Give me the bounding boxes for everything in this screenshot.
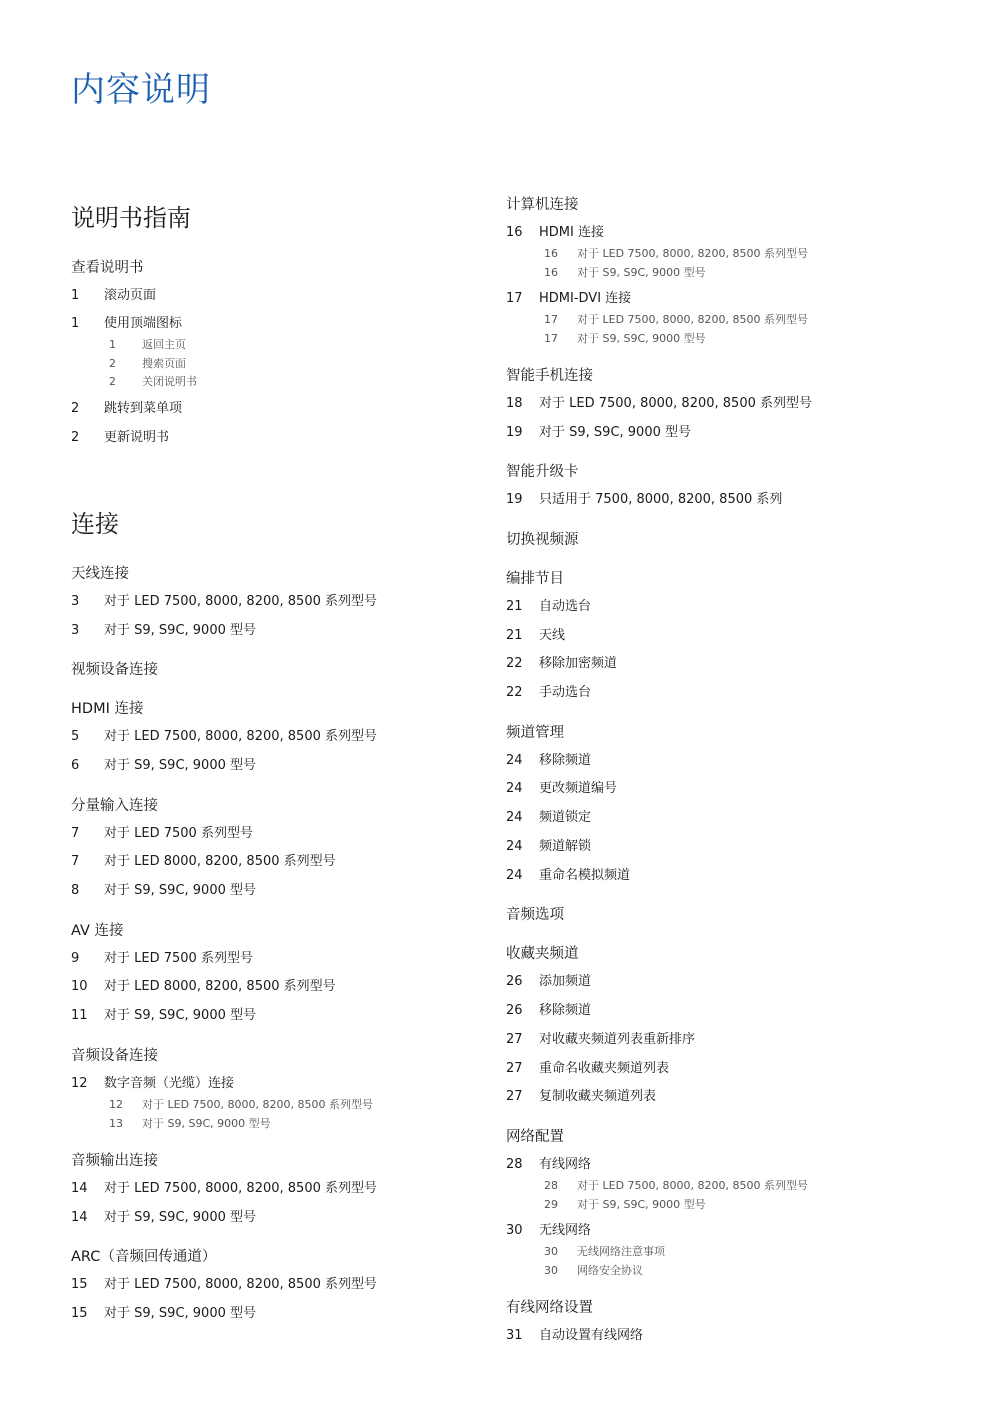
toc-entry-label: 对于 LED 7500 系列型号 (104, 951, 253, 966)
toc-page-number: 6 (71, 758, 80, 773)
toc-subitem[interactable] (544, 1196, 706, 1212)
toc-chapter-heading[interactable]: 连接 (71, 510, 119, 538)
toc-section-heading[interactable]: 收藏夹频道 (506, 946, 579, 962)
toc-item[interactable] (71, 1072, 234, 1091)
toc-entry-label: 对于 LED 7500, 8000, 8200, 8500 系列型号 (104, 729, 377, 744)
toc-entry-label: 更改频道编号 (539, 781, 618, 796)
toc-page-number: 16 (544, 266, 558, 279)
toc-item[interactable] (71, 590, 377, 609)
toc-subitem[interactable] (109, 355, 186, 371)
toc-item[interactable] (506, 287, 631, 306)
toc-entry-label: 重命名模拟频道 (539, 868, 631, 883)
toc-page-number: 24 (506, 839, 523, 854)
toc-page-number: 14 (71, 1210, 88, 1225)
toc-page-number: 2 (71, 401, 80, 416)
toc-entry-label: 对于 LED 8000, 8200, 8500 系列型号 (104, 854, 336, 869)
toc-subitem[interactable] (109, 1115, 271, 1131)
toc-entry-label: 对于 S9, S9C, 9000 型号 (539, 425, 692, 440)
toc-page-number: 2 (71, 430, 80, 445)
toc-item[interactable] (506, 1057, 669, 1076)
toc-page-number: 22 (506, 685, 523, 700)
toc-page-number: 17 (544, 313, 558, 326)
toc-page-number: 11 (71, 1008, 88, 1023)
toc-entry-label: 天线 (539, 628, 566, 643)
toc-section-heading[interactable]: 音频输出连接 (71, 1153, 158, 1169)
toc-entry-label: 对于 LED 7500, 8000, 8200, 8500 系列型号 (104, 594, 377, 609)
toc-subitem[interactable] (544, 1177, 808, 1193)
toc-section-heading[interactable]: 智能升级卡 (506, 464, 579, 480)
toc-item[interactable] (71, 284, 156, 303)
toc-entry-label: 对于 S9, S9C, 9000 型号 (104, 623, 257, 638)
toc-section-heading[interactable]: 查看说明书 (71, 260, 144, 276)
toc-item[interactable] (71, 822, 253, 841)
toc-item[interactable] (506, 835, 591, 854)
toc-entry-label: 返回主页 (142, 338, 186, 351)
toc-subitem[interactable] (544, 330, 706, 346)
toc-item[interactable] (506, 221, 604, 240)
toc-entry-label: 对于 LED 7500, 8000, 8200, 8500 系列型号 (142, 1098, 373, 1111)
toc-item[interactable] (506, 421, 691, 440)
toc-section-heading[interactable]: 计算机连接 (506, 197, 579, 213)
toc-page-number: 21 (506, 599, 523, 614)
toc-item[interactable] (506, 749, 591, 768)
toc-entry-label: 有线网络 (539, 1157, 592, 1172)
toc-entry-label: 对于 S9, S9C, 9000 型号 (577, 1198, 706, 1211)
toc-page-number: 24 (506, 810, 523, 825)
toc-page-number: 1 (71, 316, 80, 331)
toc-entry-label: 对于 S9, S9C, 9000 型号 (577, 332, 706, 345)
toc-subitem[interactable] (544, 264, 706, 280)
toc-entry-label: 对于 LED 7500, 8000, 8200, 8500 系列型号 (104, 1181, 377, 1196)
toc-page-number: 24 (506, 753, 523, 768)
toc-page-number: 2 (109, 375, 116, 388)
toc-subitem[interactable] (109, 336, 186, 352)
toc-entry-label: 对于 LED 7500, 8000, 8200, 8500 系列型号 (539, 396, 812, 411)
toc-item[interactable] (71, 619, 256, 638)
toc-item[interactable] (71, 1004, 256, 1023)
toc-item[interactable] (71, 725, 377, 744)
toc-page-number: 3 (71, 594, 80, 609)
toc-item[interactable] (506, 488, 782, 507)
toc-item[interactable] (71, 754, 256, 773)
toc-section-heading[interactable]: 有线网络设置 (506, 1300, 593, 1316)
toc-page-number: 22 (506, 656, 523, 671)
toc-entry-label: 关闭说明书 (142, 375, 197, 388)
toc-entry-label: HDMI-DVI 连接 (539, 291, 632, 306)
toc-subitem[interactable] (109, 1096, 373, 1112)
toc-page-number: 2 (109, 357, 116, 370)
toc-page-number: 19 (506, 492, 523, 507)
toc-item[interactable] (71, 879, 256, 898)
toc-page-number: 15 (71, 1306, 88, 1321)
toc-subitem[interactable] (544, 1243, 665, 1259)
toc-page-number: 27 (506, 1061, 523, 1076)
toc-entry-label: 对于 LED 7500, 8000, 8200, 8500 系列型号 (577, 1179, 808, 1192)
toc-item[interactable] (71, 1177, 377, 1196)
toc-page-number: 14 (71, 1181, 88, 1196)
toc-entry-label: 添加频道 (539, 974, 592, 989)
toc-page-number: 12 (71, 1076, 88, 1091)
toc-item[interactable] (506, 681, 591, 700)
toc-item[interactable] (71, 312, 182, 331)
page-title: 内容说明 (71, 70, 211, 110)
toc-item[interactable] (71, 397, 182, 416)
toc-section-heading[interactable]: AV 连接 (71, 923, 124, 939)
toc-section-heading[interactable]: 频道管理 (506, 725, 564, 741)
toc-section-heading[interactable]: 分量输入连接 (71, 798, 158, 814)
toc-entry-label: 滚动页面 (104, 288, 157, 303)
toc-item[interactable] (506, 1028, 695, 1047)
toc-entry-label: 只适用于 7500, 8000, 8200, 8500 系列 (539, 492, 783, 507)
toc-entry-label: 无线网络注意事项 (577, 1245, 665, 1258)
toc-section-heading[interactable]: HDMI 连接 (71, 701, 144, 717)
toc-entry-label: 移除频道 (539, 1003, 592, 1018)
toc-section-heading[interactable]: 编排节目 (506, 571, 564, 587)
toc-entry-label: 手动选台 (539, 685, 592, 700)
toc-entry-label: HDMI 连接 (539, 225, 604, 240)
toc-item[interactable] (506, 1219, 591, 1238)
toc-item[interactable] (506, 777, 617, 796)
toc-entry-label: 频道锁定 (539, 810, 592, 825)
toc-entry-label: 对于 LED 7500, 8000, 8200, 8500 系列型号 (104, 1277, 377, 1292)
toc-item[interactable] (506, 1085, 656, 1104)
toc-chapter-heading[interactable]: 说明书指南 (71, 204, 191, 232)
toc-subitem[interactable] (544, 1262, 643, 1278)
toc-item[interactable] (506, 624, 565, 643)
toc-page-number: 28 (506, 1157, 523, 1172)
toc-entry-label: 无线网络 (539, 1223, 592, 1238)
toc-entry-label: 跳转到菜单项 (104, 401, 183, 416)
toc-page-number: 24 (506, 781, 523, 796)
toc-item[interactable] (71, 1206, 256, 1225)
toc-section-heading[interactable]: 音频设备连接 (71, 1048, 158, 1064)
toc-page-number: 12 (109, 1098, 123, 1111)
toc-item[interactable] (71, 975, 336, 994)
toc-entry-label: 对于 LED 7500 系列型号 (104, 826, 253, 841)
toc-item[interactable] (71, 1273, 377, 1292)
toc-section-heading[interactable]: 音频选项 (506, 907, 564, 923)
toc-item[interactable] (506, 392, 812, 411)
toc-entry-label: 对于 S9, S9C, 9000 型号 (577, 266, 706, 279)
toc-page-number: 17 (506, 291, 523, 306)
toc-page-number: 13 (109, 1117, 123, 1130)
toc-page-number: 26 (506, 1003, 523, 1018)
toc-entry-label: 网络安全协议 (577, 1264, 643, 1277)
toc-page-number: 16 (506, 225, 523, 240)
toc-page-number: 1 (109, 338, 116, 351)
toc-page-number: 18 (506, 396, 523, 411)
toc-section-heading[interactable]: 视频设备连接 (71, 662, 158, 678)
toc-entry-label: 使用顶端图标 (104, 316, 183, 331)
toc-section-heading[interactable]: 天线连接 (71, 566, 129, 582)
toc-item[interactable] (71, 947, 253, 966)
toc-entry-label: 对于 LED 8000, 8200, 8500 系列型号 (104, 979, 336, 994)
toc-section-heading[interactable]: 网络配置 (506, 1129, 564, 1145)
toc-entry-label: 移除频道 (539, 753, 592, 768)
toc-entry-label: 对于 LED 7500, 8000, 8200, 8500 系列型号 (577, 247, 808, 260)
toc-page-number: 5 (71, 729, 80, 744)
toc-entry-label: 对于 S9, S9C, 9000 型号 (104, 758, 257, 773)
toc-entry-label: 对于 S9, S9C, 9000 型号 (142, 1117, 271, 1130)
toc-entry-label: 对于 S9, S9C, 9000 型号 (104, 1008, 257, 1023)
toc-page-number: 27 (506, 1089, 523, 1104)
toc-subitem[interactable] (109, 373, 197, 389)
toc-page-number: 29 (544, 1198, 558, 1211)
toc-entry-label: 重命名收藏夹频道列表 (539, 1061, 670, 1076)
toc-entry-label: 频道解锁 (539, 839, 592, 854)
toc-entry-label: 对收藏夹频道列表重新排序 (539, 1032, 696, 1047)
toc-entry-label: 对于 S9, S9C, 9000 型号 (104, 1306, 257, 1321)
toc-section-heading[interactable]: ARC（音频回传通道） (71, 1249, 217, 1265)
toc-item[interactable] (506, 999, 591, 1018)
toc-page-number: 3 (71, 623, 80, 638)
toc-item[interactable] (506, 1324, 643, 1343)
toc-page-number: 24 (506, 868, 523, 883)
toc-page-number: 10 (71, 979, 88, 994)
toc-entry-label: 复制收藏夹频道列表 (539, 1089, 657, 1104)
toc-entry-label: 对于 LED 7500, 8000, 8200, 8500 系列型号 (577, 313, 808, 326)
toc-entry-label: 搜索页面 (142, 357, 186, 370)
toc-item[interactable] (506, 970, 591, 989)
toc-page-number: 31 (506, 1328, 523, 1343)
toc-page-number: 27 (506, 1032, 523, 1047)
toc-item[interactable] (71, 850, 336, 869)
toc-section-heading[interactable]: 智能手机连接 (506, 368, 593, 384)
toc-item[interactable] (71, 1302, 256, 1321)
toc-entry-label: 自动选台 (539, 599, 592, 614)
toc-page-number: 9 (71, 951, 80, 966)
toc-entry-label: 更新说明书 (104, 430, 170, 445)
toc-page-number: 26 (506, 974, 523, 989)
toc-item[interactable] (506, 864, 630, 883)
toc-item[interactable] (71, 426, 169, 445)
toc-entry-label: 对于 S9, S9C, 9000 型号 (104, 883, 257, 898)
toc-entry-label: 数字音频（光缆）连接 (104, 1076, 235, 1091)
toc-page-number: 30 (544, 1264, 558, 1277)
toc-item[interactable] (506, 806, 591, 825)
toc-page-number: 30 (544, 1245, 558, 1258)
toc-page-number: 15 (71, 1277, 88, 1292)
toc-page-number: 1 (71, 288, 80, 303)
toc-page-number: 30 (506, 1223, 523, 1238)
toc-subitem[interactable] (544, 245, 808, 261)
toc-subitem[interactable] (544, 311, 808, 327)
toc-item[interactable] (506, 595, 591, 614)
toc-page-number: 28 (544, 1179, 558, 1192)
toc-page-number: 17 (544, 332, 558, 345)
toc-page-number: 8 (71, 883, 80, 898)
toc-section-heading[interactable]: 切换视频源 (506, 532, 579, 548)
toc-entry-label: 自动设置有线网络 (539, 1328, 644, 1343)
toc-page-number: 21 (506, 628, 523, 643)
toc-page-number: 7 (71, 854, 80, 869)
toc-page-number: 19 (506, 425, 523, 440)
toc-item[interactable] (506, 652, 617, 671)
toc-page-number: 7 (71, 826, 80, 841)
toc-item[interactable] (506, 1153, 591, 1172)
toc-page-number: 16 (544, 247, 558, 260)
toc-entry-label: 对于 S9, S9C, 9000 型号 (104, 1210, 257, 1225)
toc-entry-label: 移除加密频道 (539, 656, 618, 671)
